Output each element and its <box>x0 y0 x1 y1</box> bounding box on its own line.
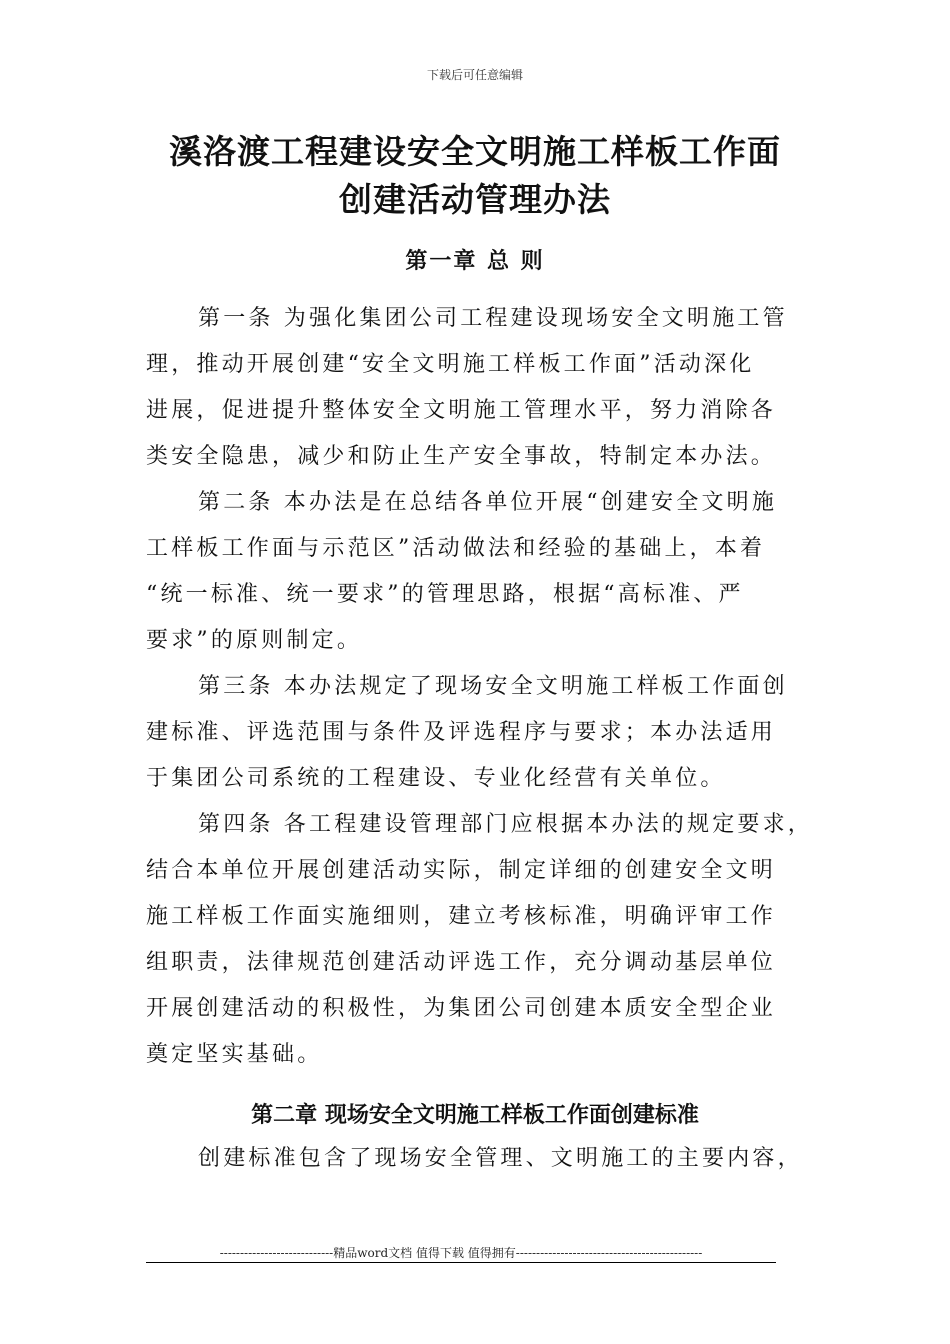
footer-text: ----------------------------精品word文档 值得下载 值得拥有---------------------------------------------- <box>219 1246 703 1260</box>
chapter-2-line-1: 创建标准包含了现场安全管理、文明施工的主要内容， <box>198 1146 803 1171</box>
article-1-line-2: 理，推动开展创建“安全文明施工样板工作面”活动深化 <box>146 352 755 377</box>
article-1-line-3: 进展，促进提升整体安全文明施工管理水平，努力消除各 <box>146 398 777 423</box>
article-1-line-4: 类安全隐患，减少和防止生产安全事故，特制定本办法。 <box>146 444 777 469</box>
article-4-line-3: 施工样板工作面实施细则，建立考核标准，明确评审工作 <box>146 904 777 929</box>
article-4-line-1: 第四条 各工程建设管理部门应根据本办法的规定要求， <box>198 812 813 837</box>
article-2-line-1: 第二条 本办法是在总结各单位开展“创建安全文明施 <box>198 490 778 515</box>
title-line-1: 溪洛渡工程建设安全文明施工样板工作面 <box>169 132 781 171</box>
article-2-line-4: 要求”的原则制定。 <box>146 628 363 653</box>
article-1-line-1: 第一条 为强化集团公司工程建设现场安全文明施工管 <box>198 306 788 331</box>
chapter-2-heading: 第二章 现场安全文明施工样板工作面创建标准 <box>251 1103 699 1128</box>
chapter-1-heading: 第一章 总 则 <box>405 249 545 274</box>
document-title <box>100 128 850 224</box>
article-3-line-1: 第三条 本办法规定了现场安全文明施工样板工作面创 <box>198 674 788 699</box>
article-3-line-3: 于集团公司系统的工程建设、专业化经营有关单位。 <box>146 766 726 791</box>
article-4-line-2: 结合本单位开展创建活动实际，制定详细的创建安全文明 <box>146 858 777 883</box>
chapter-2-body <box>146 1136 806 1182</box>
article-2-line-3: “统一标准、统一要求”的管理思路，根据“高标准、严 <box>146 582 744 607</box>
article-4-line-6: 奠定坚实基础。 <box>146 1042 323 1067</box>
footer-rule <box>146 1262 776 1263</box>
article-3-line-2: 建标准、评选范围与条件及评选程序与要求；本办法适用 <box>146 720 777 745</box>
title-line-2: 创建活动管理办法 <box>339 180 611 219</box>
article-4-line-5: 开展创建活动的积极性，为集团公司创建本质安全型企业 <box>146 996 777 1021</box>
article-2-line-2: 工样板工作面与示范区”活动做法和经验的基础上，本着 <box>146 536 766 561</box>
article-4-line-4: 组职责，法律规范创建活动评选工作，充分调动基层单位 <box>146 950 777 975</box>
header-note: 下载后可任意编辑 <box>426 68 523 82</box>
chapter-1-body <box>146 296 813 1078</box>
